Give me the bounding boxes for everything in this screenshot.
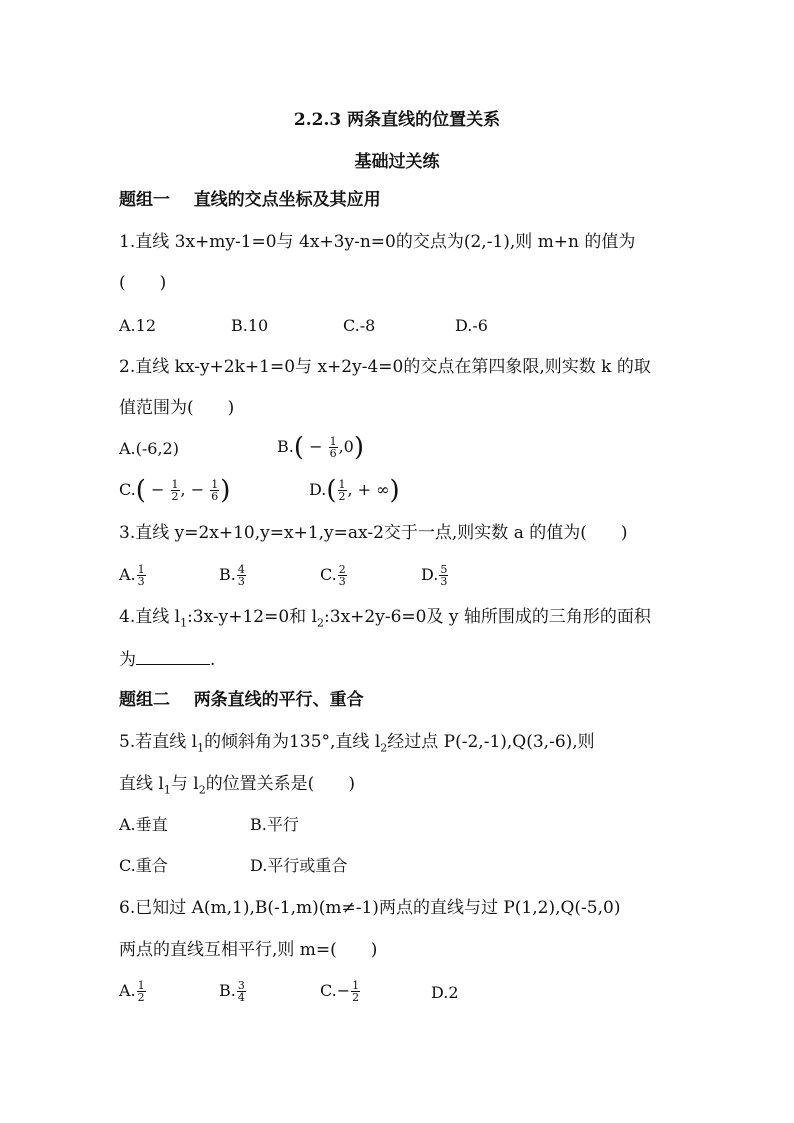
- q6-option-b: [219, 980, 247, 1003]
- fraction: [338, 479, 347, 502]
- group-heading-1: [119, 189, 381, 211]
- option-prefix: C.: [119, 480, 136, 499]
- q3-option-c: [320, 564, 348, 587]
- denominator: 4: [237, 991, 245, 1004]
- option-prefix: C.: [320, 565, 337, 584]
- question-1-stem: 1.直线 3x+my-1=0与 4x+3y-n=0的交点为(2,-1),则 m+n 的值为: [119, 232, 636, 252]
- numerator: 1: [171, 478, 179, 491]
- numerator: 1: [338, 478, 346, 491]
- q5-option-d: D.平行或重合: [250, 856, 348, 875]
- numerator: 2: [338, 563, 346, 576]
- subscript: 1: [197, 741, 205, 755]
- q6-option-c: [320, 980, 361, 1003]
- subscript: 1: [180, 616, 188, 630]
- q1-option-c: C.-8: [343, 316, 376, 335]
- text-segment: .: [210, 650, 216, 670]
- option-mid: , −: [180, 480, 205, 499]
- denominator: 6: [211, 490, 219, 503]
- subscript: 2: [198, 783, 206, 797]
- text-segment: :3x-y+12=0和 l: [187, 607, 318, 627]
- question-2-stem: 2.直线 kx-y+2k+1=0与 x+2y-4=0的交点在第四象限,则实数 k 的取: [119, 357, 651, 377]
- q3-option-b: [219, 564, 247, 587]
- question-6-stem-cont: 两点的直线互相平行,则 m=( ): [119, 940, 378, 960]
- q5-option-a: A.垂直: [119, 815, 168, 834]
- text-segment: 经过点 P(-2,-1),Q(3,-6),则: [387, 732, 595, 752]
- group-label: 题组一: [119, 190, 170, 210]
- text-segment: 的倾斜角为135°,直线 l: [204, 732, 381, 752]
- q5-option-c: C.重合: [119, 856, 168, 875]
- denominator: 2: [171, 490, 179, 503]
- right-paren: ): [353, 432, 365, 463]
- option-tail: ,0: [338, 437, 354, 456]
- numerator: 1: [137, 979, 145, 992]
- denominator: 3: [137, 575, 145, 588]
- option-prefix: C.−: [320, 981, 351, 1000]
- numerator: 3: [237, 979, 245, 992]
- text-segment: 与 l: [170, 774, 199, 794]
- q1-option-b: B.10: [231, 316, 269, 335]
- q3-option-d: [421, 564, 449, 587]
- minus-sign: −: [151, 480, 165, 499]
- denominator: 2: [338, 490, 346, 503]
- question-2-stem-cont: 值范围为( ): [119, 398, 235, 418]
- right-paren: ): [389, 475, 400, 506]
- question-4-stem: [119, 606, 651, 634]
- right-paren: ): [220, 475, 231, 506]
- q5-option-b: B.平行: [250, 815, 299, 834]
- group-name: 直线的交点坐标及其应用: [193, 190, 381, 210]
- denominator: 3: [338, 575, 346, 588]
- question-3-stem: 3.直线 y=2x+10,y=x+1,y=ax-2交于一点,则实数 a 的值为( ): [119, 523, 628, 543]
- left-paren: (: [326, 475, 337, 506]
- page-title: 2.2.3 两条直线的位置关系: [293, 110, 501, 130]
- fraction: [237, 980, 246, 1003]
- subscript: 1: [163, 783, 171, 797]
- group-heading-2: [119, 689, 364, 711]
- option-prefix: D.: [309, 480, 327, 499]
- text-segment: :3x+2y-6=0及 y 轴所围成的三角形的面积: [324, 607, 651, 627]
- minus-sign: −: [309, 437, 323, 456]
- left-paren: (: [293, 432, 304, 463]
- q1-option-d: D.-6: [455, 316, 488, 335]
- option-prefix: B.: [219, 565, 236, 584]
- option-prefix: A.: [119, 981, 136, 1000]
- fraction: [210, 479, 219, 502]
- subscript: 2: [317, 616, 325, 630]
- page-subtitle: 基础过关练: [354, 152, 440, 172]
- group-label: 题组二: [119, 690, 170, 710]
- numerator: 4: [237, 563, 245, 576]
- denominator: 3: [440, 575, 448, 588]
- left-paren: (: [135, 475, 146, 506]
- group-name: 两条直线的平行、重合: [193, 690, 364, 710]
- fraction: [137, 564, 146, 587]
- text-segment: 为: [119, 650, 136, 670]
- numerator: 1: [352, 979, 360, 992]
- q6-option-d: D.2: [431, 983, 459, 1002]
- question-5-stem: [119, 731, 595, 759]
- text-segment: 5.若直线 l: [119, 732, 198, 752]
- subscript: 2: [380, 741, 388, 755]
- q3-option-a: [119, 564, 147, 587]
- fraction: [338, 564, 347, 587]
- text-segment: 4.直线 l: [119, 607, 181, 627]
- fraction: [137, 980, 146, 1003]
- q1-option-a: A.12: [119, 316, 156, 335]
- option-prefix: B.: [277, 437, 294, 456]
- fraction: [351, 980, 360, 1003]
- question-1-bracket: ( ): [119, 273, 167, 293]
- text-segment: 的位置关系是( ): [205, 774, 355, 794]
- answer-blank[interactable]: [136, 648, 210, 665]
- question-5-stem-cont: [119, 773, 355, 801]
- q2-option-b: [277, 432, 365, 463]
- q6-option-a: [119, 980, 147, 1003]
- numerator: 1: [329, 435, 337, 448]
- numerator: 5: [440, 563, 448, 576]
- option-prefix: D.: [421, 565, 439, 584]
- fraction: [439, 564, 448, 587]
- question-4-stem-cont: [119, 648, 215, 671]
- numerator: 1: [211, 478, 219, 491]
- fraction: [171, 479, 180, 502]
- fraction: [329, 436, 338, 459]
- numerator: 1: [137, 563, 145, 576]
- denominator: 6: [329, 447, 337, 460]
- q2-option-d: [309, 475, 400, 506]
- question-6-stem: 6.已知过 A(m,1),B(-1,m)(m≠-1)两点的直线与过 P(1,2),Q(-5,0): [119, 898, 621, 918]
- denominator: 2: [352, 991, 360, 1004]
- denominator: 2: [137, 991, 145, 1004]
- option-prefix: A.: [119, 565, 136, 584]
- denominator: 3: [237, 575, 245, 588]
- q2-option-a: A.(-6,2): [119, 439, 179, 458]
- option-prefix: B.: [219, 981, 236, 1000]
- fraction: [237, 564, 246, 587]
- q2-option-c: [119, 475, 231, 506]
- option-tail: , + ∞: [347, 480, 390, 499]
- text-segment: 直线 l: [119, 774, 164, 794]
